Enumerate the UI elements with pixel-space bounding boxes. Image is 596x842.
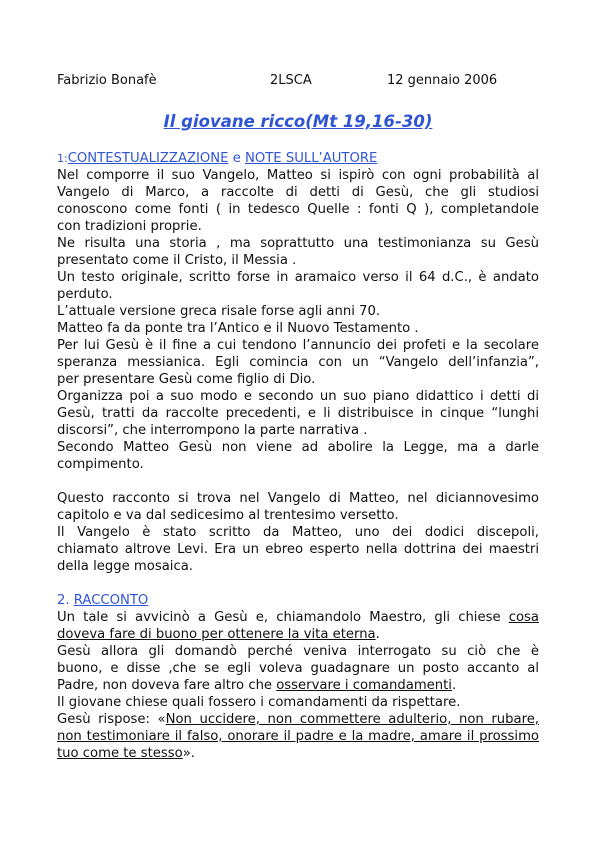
paragraph-line: Secondo Matteo Gesù non viene ad abolire la Legge, ma a darle [57, 440, 539, 455]
paragraph-line [57, 609, 539, 626]
paragraph-line [57, 728, 539, 745]
heading-contextualization: CONTESTUALIZZAZIONE [67, 151, 229, 166]
heading-join: e [228, 151, 245, 166]
paragraph-line: presentato come il Cristo, il Messia . [57, 253, 297, 268]
heading-story: RACCONTO [73, 593, 149, 608]
paragraph-line [57, 745, 539, 762]
paragraph-line: Gesù allora gli domandò perché veniva interrogato su ciò che è [57, 644, 539, 659]
paragraph-line: conoscono come fonti ( in tedesco Quelle : fonti Q ), completandole [57, 202, 539, 217]
story-text: ». [182, 746, 195, 761]
paragraph-line: Vangelo di Marco, a raccolte di detti di Gesù, che gli studiosi [57, 185, 539, 200]
paragraph-line: per presentare Gesù come figlio di Dio. [57, 372, 316, 387]
paragraph-line: Matteo fa da ponte tra l’Antico e il Nuovo Testamento . [57, 321, 419, 336]
story-text: Gesù rispose: « [57, 712, 166, 727]
story-text: Un tale si avvicinò a Gesù e, chiamandolo Maestro, gli chiese [57, 610, 509, 625]
paragraph-line [57, 711, 539, 728]
story-underlined: tuo come te stesso [57, 746, 183, 761]
paragraph-line: Per lui Gesù è il fine a cui tendono l’annuncio dei profeti e la secolare [57, 338, 539, 353]
paragraph-gap [57, 473, 539, 490]
section-number: 2. [57, 593, 74, 608]
paragraph-line [57, 626, 539, 643]
author-name: Fabrizio Bonafè [57, 73, 157, 88]
story-underlined: non testimoniare il falso, onorare il padre e la madre, amare il prossimo [57, 729, 539, 744]
story-underlined: cosa [508, 610, 539, 625]
paragraph-line: L’attuale versione greca risale forse agli anni 70. [57, 304, 381, 319]
story-underlined: osservare i comandamenti [276, 678, 452, 693]
section-number: 1: [57, 152, 68, 165]
paragraph-line: capitolo e va dal sedicesimo al trentesimo versetto. [57, 508, 399, 523]
paragraph-line: della legge mosaica. [57, 559, 193, 574]
paragraph-line: con tradizioni proprie. [57, 219, 202, 234]
paragraph-line: perduto. [57, 287, 113, 302]
paragraph-line: chiamato altrove Levi. Era un ebreo esperto nella dottrina dei maestri [57, 542, 539, 557]
paragraph-line: compimento. [57, 457, 144, 472]
paragraph-gap [57, 575, 539, 592]
paragraph-line: Il Vangelo è stato scritto da Matteo, uno dei dodici discepoli, [57, 525, 539, 540]
paragraph-line: Il giovane chiese quali fossero i comandamenti da rispettare. [57, 695, 461, 710]
story-underlined: Non uccidere, non commettere adulterio, non rubare, [165, 712, 539, 727]
story-text: . [451, 678, 457, 693]
story-text: . [375, 627, 380, 642]
paragraph-line: Nel comporre il suo Vangelo, Matteo si ispirò con ogni probabilità al [57, 168, 539, 183]
section-heading-context [57, 150, 539, 167]
paragraph-line: speranza messianica. Egli comincia con un “Vangelo dell’infanzia”, [57, 355, 539, 370]
class-label: 2LSCA [270, 73, 312, 88]
story-text: Padre, non doveva fare altro che [57, 678, 277, 693]
paragraph-line: Ne risulta una storia , ma soprattutto una testimonianza su Gesù [57, 236, 539, 251]
paragraph-line: Gesù, tratti da raccolte precedenti, e li distribuisce in cinque “lunghi [57, 406, 539, 421]
heading-author-notes: NOTE SULL’AUTORE [245, 151, 378, 166]
document-title: Il giovane ricco(Mt 19,16-30) [163, 112, 433, 131]
story-underlined: doveva fare di buono per ottenere la vita eterna [57, 627, 376, 642]
section-heading-story [57, 592, 539, 609]
paragraph-line: buono, e disse ,che se egli voleva guadagnare un posto accanto al [57, 661, 539, 676]
paragraph-line: Questo racconto si trova nel Vangelo di Matteo, nel diciannovesimo [57, 491, 539, 506]
document-body [57, 150, 539, 762]
paragraph-line [57, 677, 539, 694]
paragraph-line: Organizza poi a suo modo e secondo un suo piano didattico i detti di [57, 389, 539, 404]
paragraph-line: discorsi”, che interrompono la parte narrativa . [57, 423, 368, 438]
paragraph-line: Un testo originale, scritto forse in aramaico verso il 64 d.C., è andato [57, 270, 539, 285]
date-label: 12 gennaio 2006 [387, 73, 498, 88]
